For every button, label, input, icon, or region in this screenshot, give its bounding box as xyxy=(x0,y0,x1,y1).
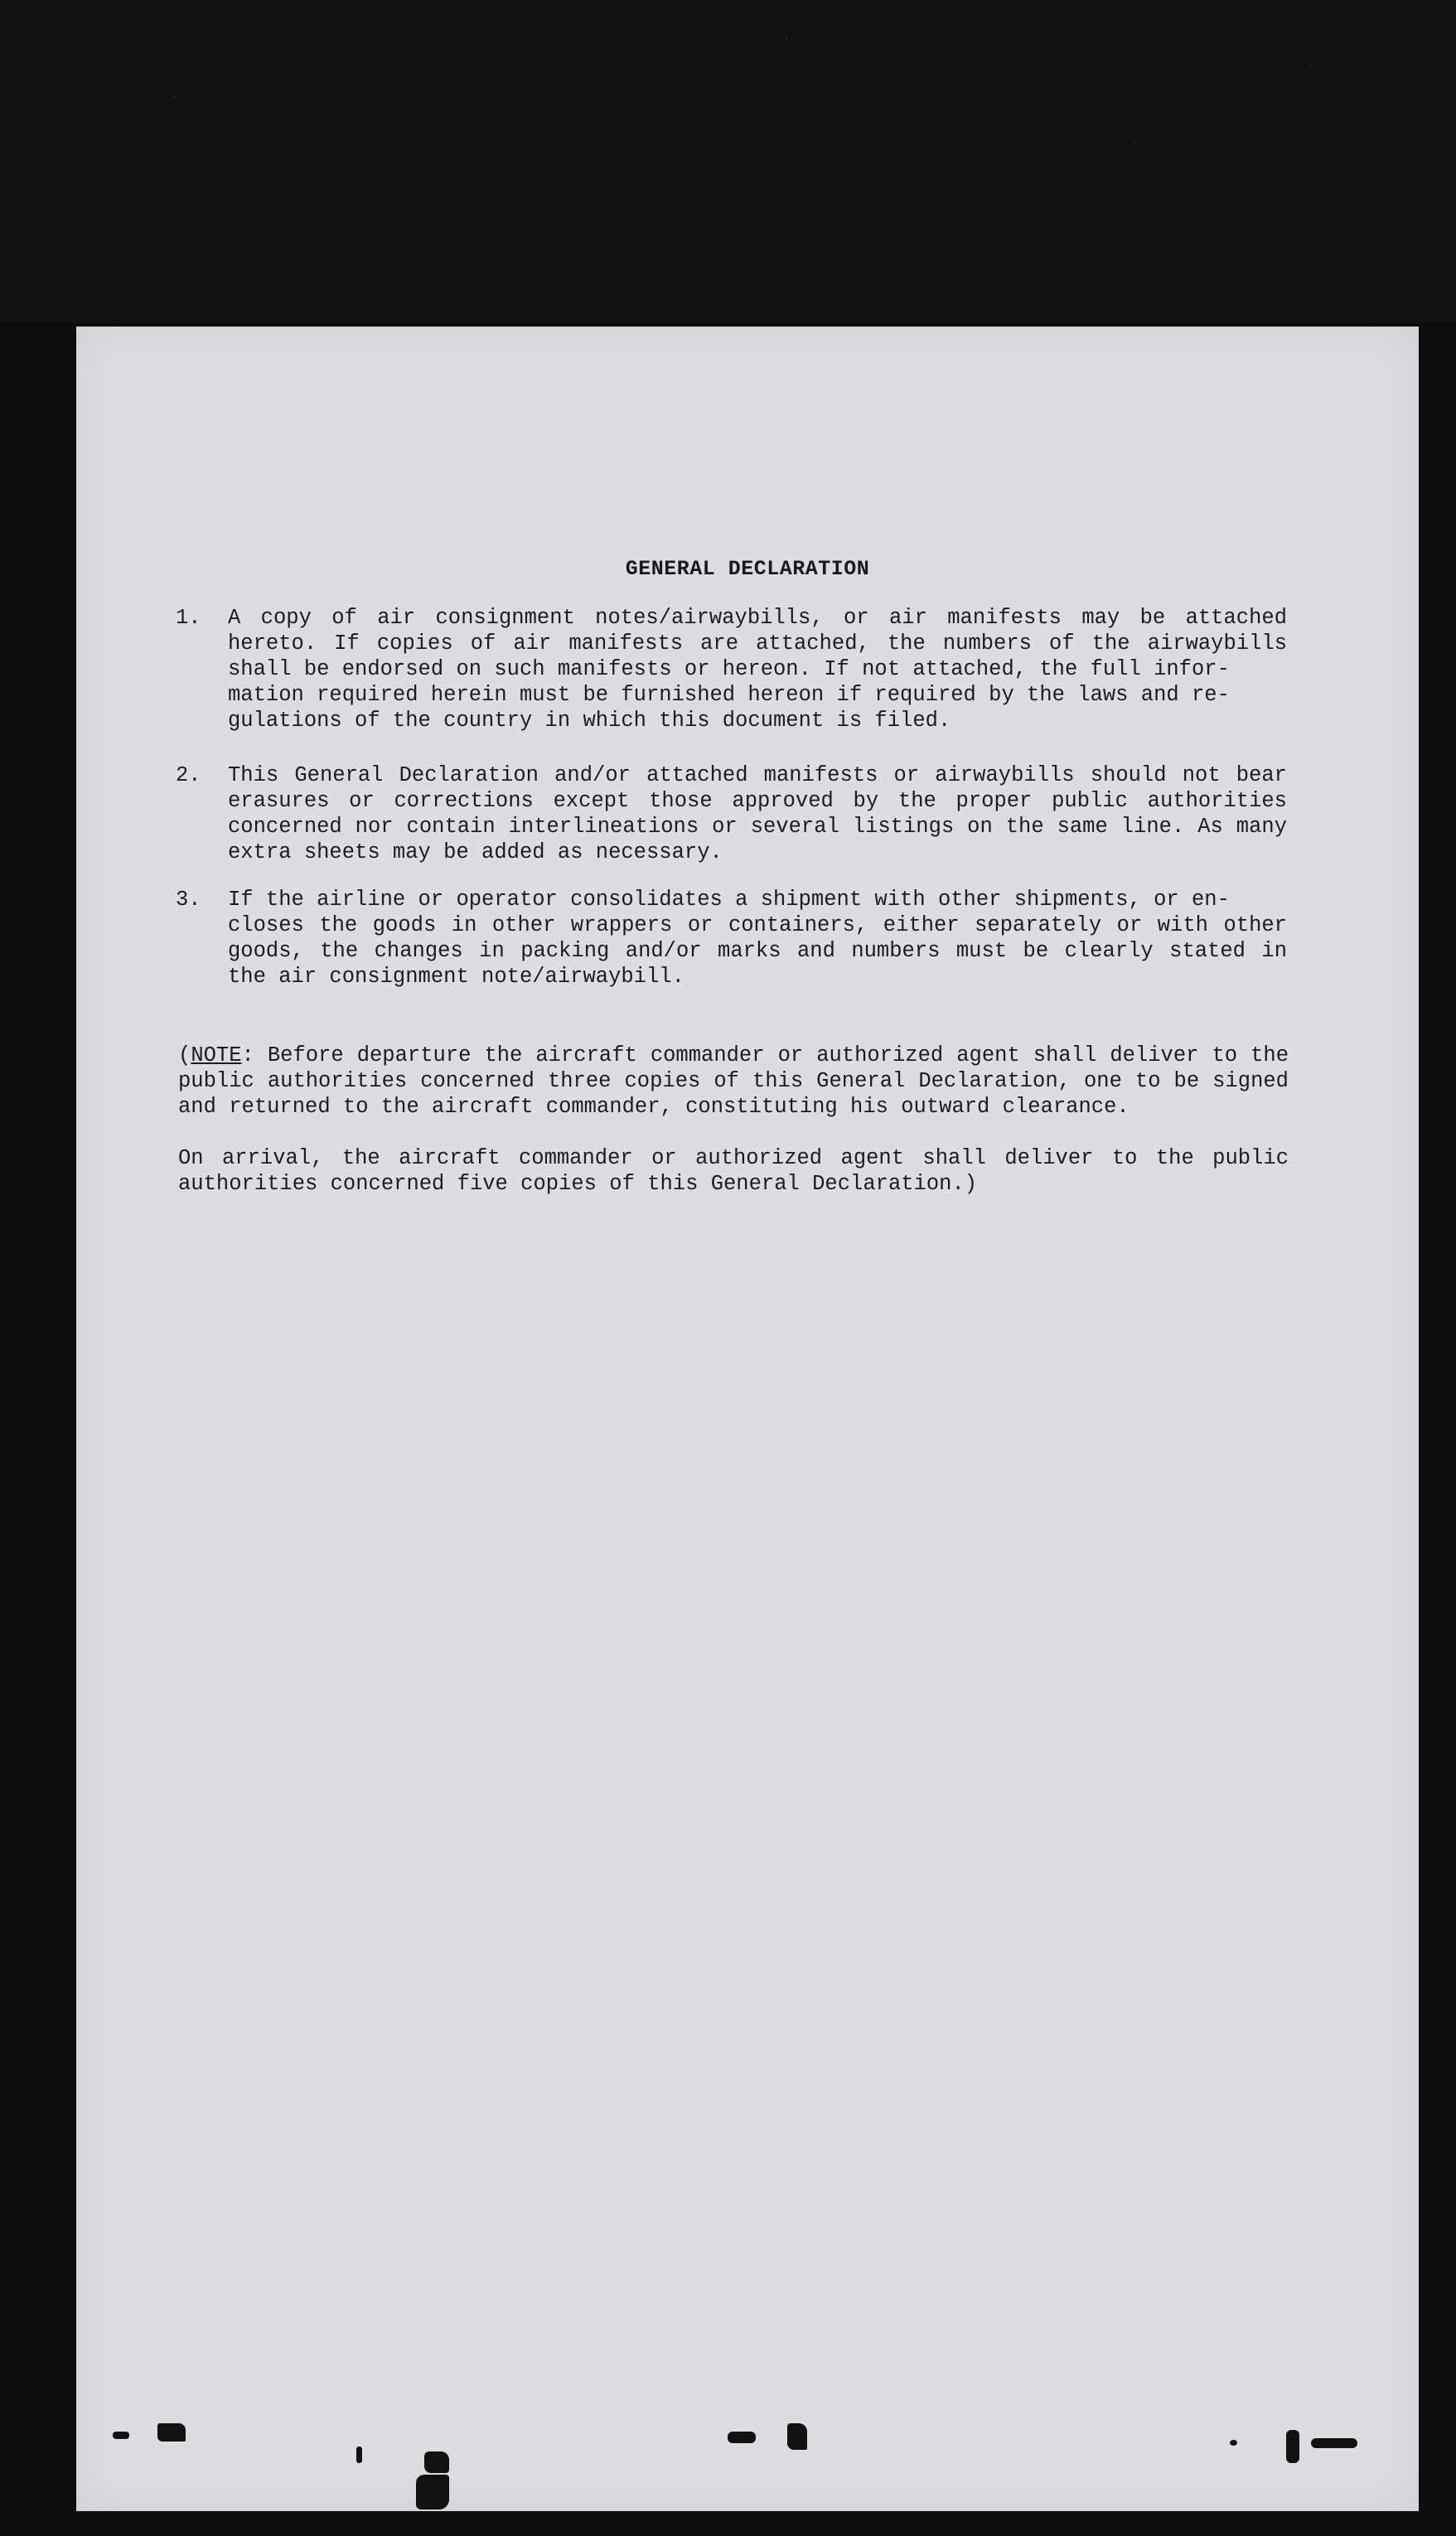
list-item-number: 3. xyxy=(176,888,201,912)
scan-mark xyxy=(1230,2440,1237,2446)
list-item-text: If the airline or operator consolidates a shipment with other shipments, or en- closes the goods in other wrappers or containers, either separately or with other goods, the changes in packing and/or marks and numbers must be clearly stated in the air consignment note/airwaybill. xyxy=(228,888,1287,989)
note-text: : Before departure the aircraft commander or authorized agent shall deliver to the public authorities concerned three copies of this General Declaration, one to be signed and returned to the aircraft commander, constituting his outward clearance. xyxy=(178,1043,1289,1119)
note-label: NOTE xyxy=(191,1043,242,1067)
scan-mark xyxy=(424,2451,449,2473)
page-title: GENERAL DECLARATION xyxy=(625,557,870,581)
scan-background xyxy=(0,0,1456,323)
scan-mark xyxy=(1311,2438,1357,2448)
list-item-text: A copy of air consignment notes/airwaybills, or air manifests may be attached hereto. If copies of air manifests are attached, the numbers of the airwaybills shall be endorsed on such manifests or hereon. If not attached, the full infor- mation required herein must be furnished hereon if required by the laws and re- gulations of the country in which this document is filed. xyxy=(228,606,1287,733)
list-item-number: 1. xyxy=(176,606,201,630)
note-paragraph xyxy=(178,1043,1289,1120)
scan-mark xyxy=(356,2446,362,2463)
arrival-paragraph: On arrival, the aircraft commander or authorized agent shall deliver to the public authorities concerned five copies of this General Declaration.) xyxy=(178,1146,1289,1196)
document-page xyxy=(76,327,1419,2511)
scan-mark xyxy=(728,2432,756,2443)
list-item-number: 2. xyxy=(176,763,201,787)
scan-mark xyxy=(1286,2430,1299,2463)
scan-mark xyxy=(787,2423,807,2450)
scan-mark xyxy=(157,2423,186,2442)
scan-mark xyxy=(416,2475,449,2509)
scan-mark xyxy=(113,2432,129,2439)
list-item-text: This General Declaration and/or attached manifests or airwaybills should not bear erasures or corrections except those approved by the proper public authorities concerned nor contain interlineations or several listings on the same line. As many extra sheets may be added as necessary. xyxy=(228,763,1287,864)
note-open-paren: ( xyxy=(178,1043,191,1067)
